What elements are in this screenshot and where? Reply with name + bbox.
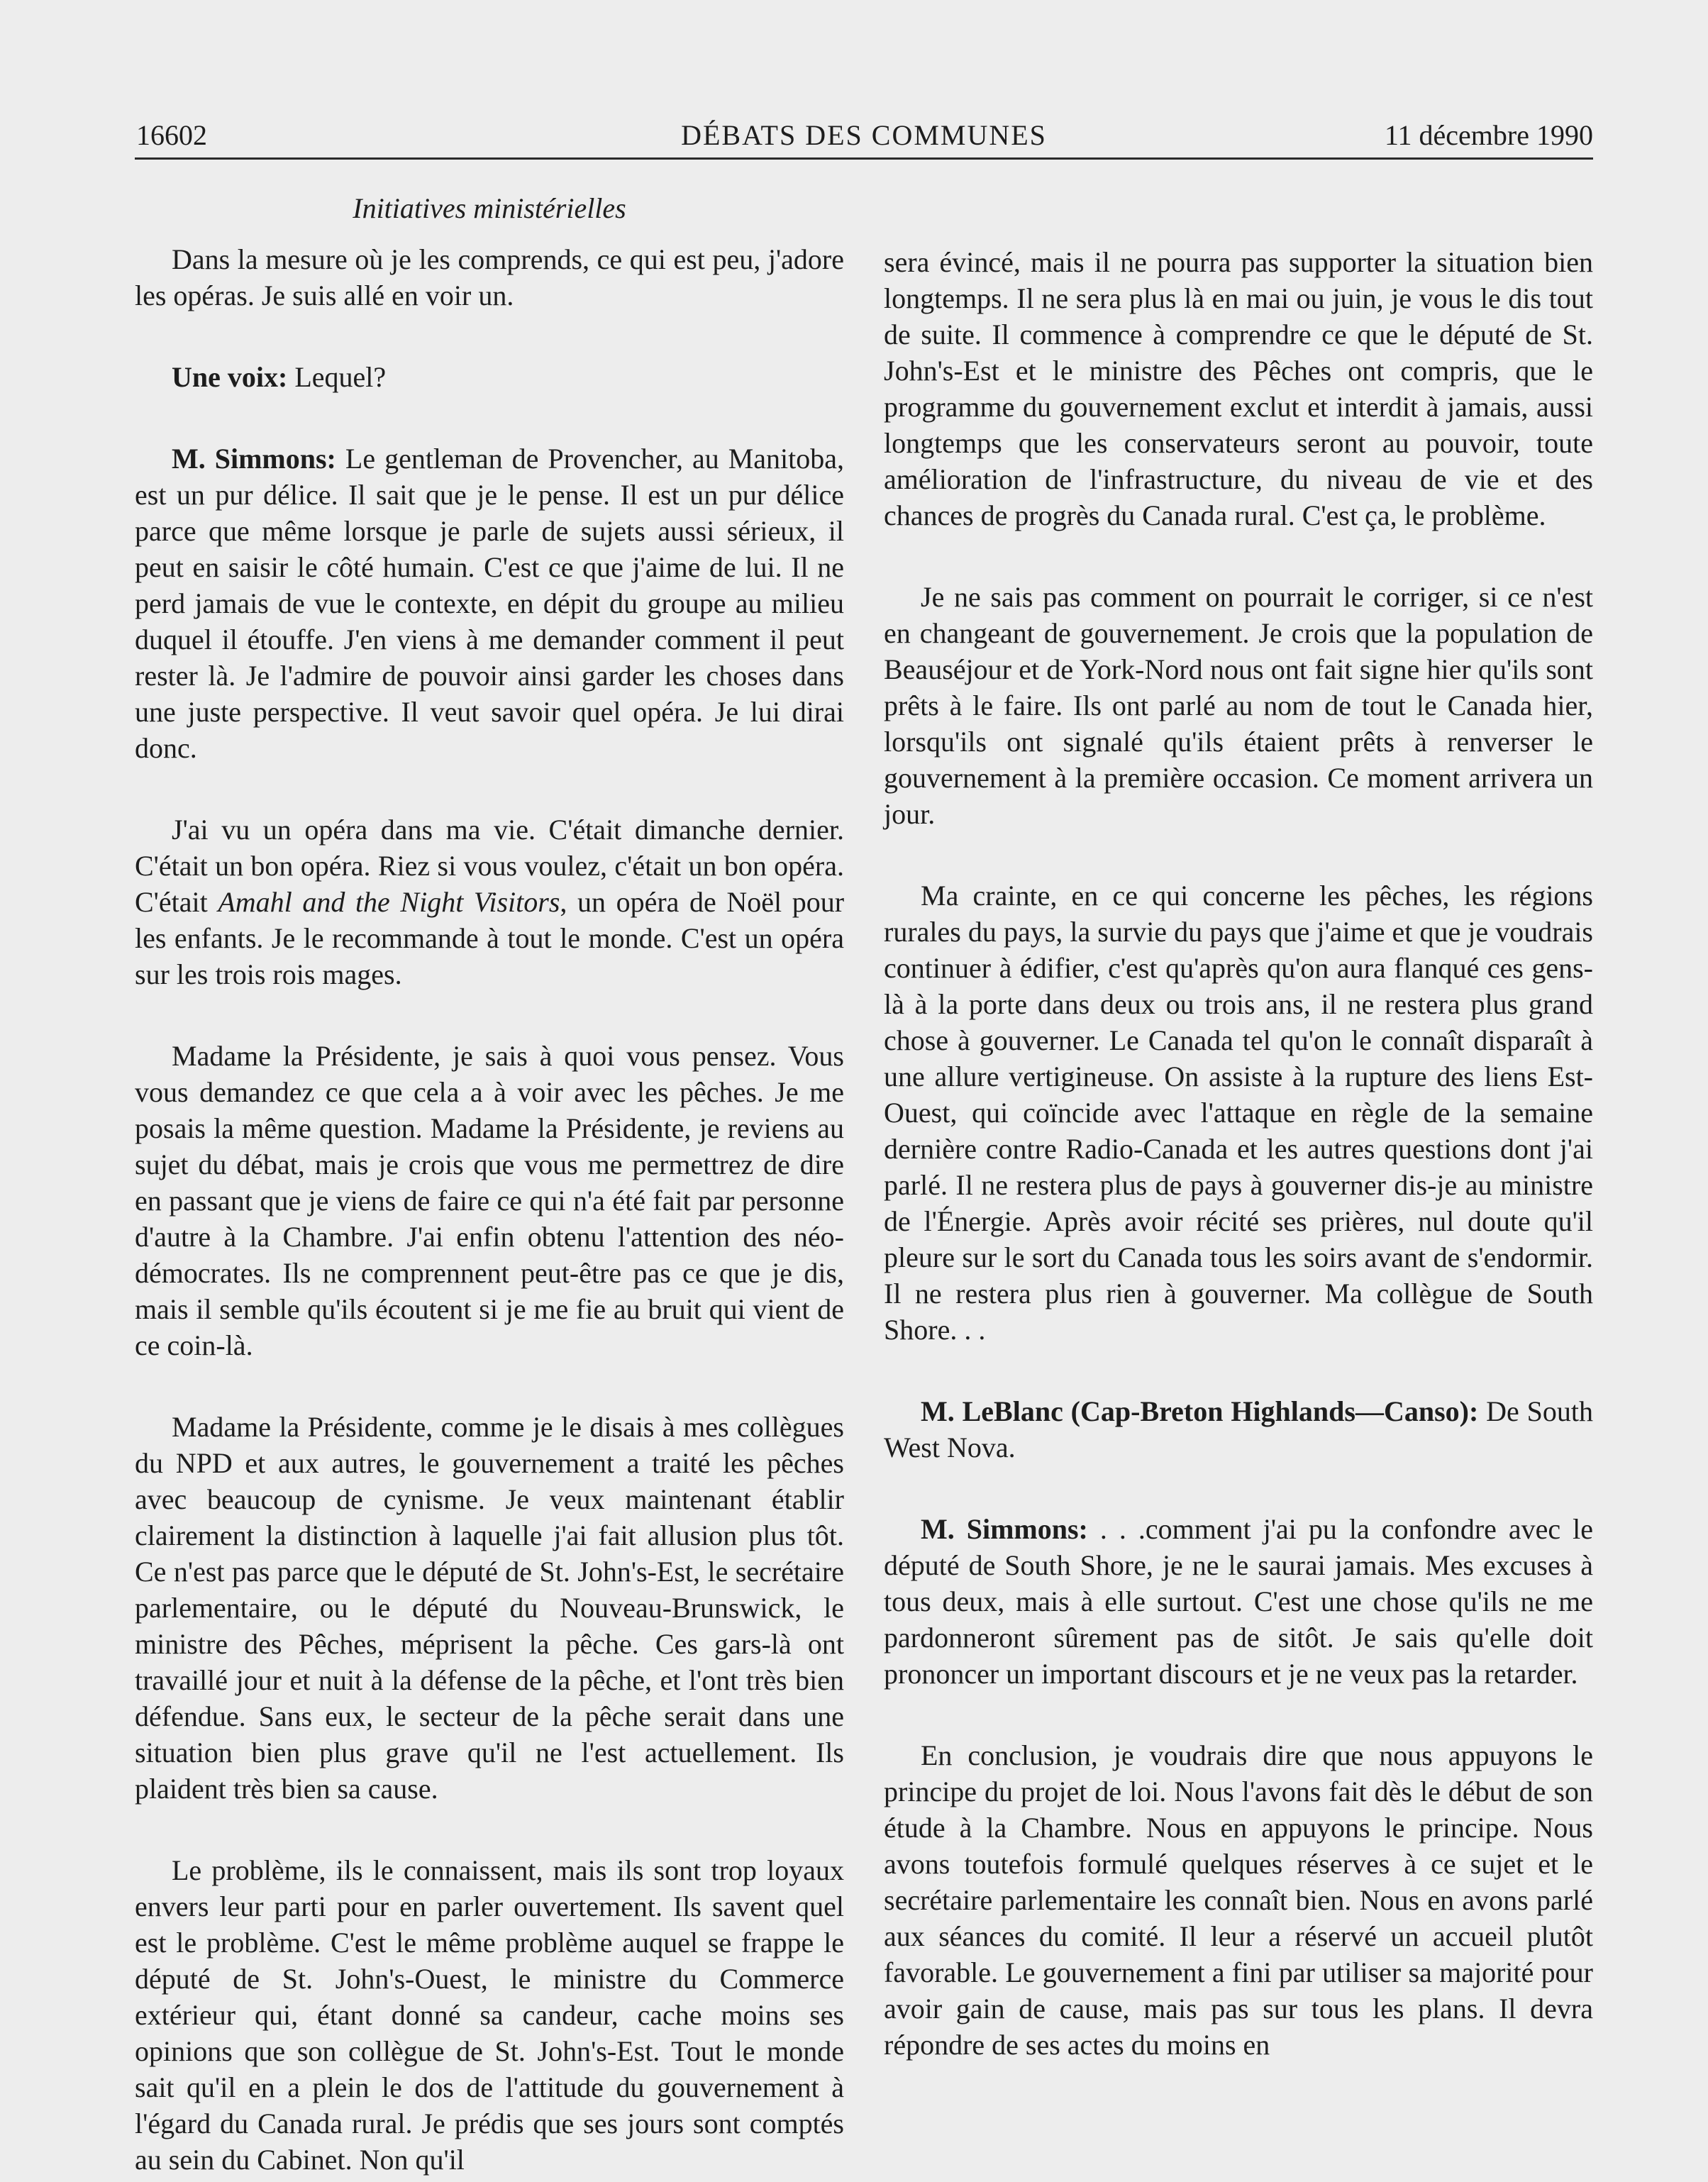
text-run: J'ai vu un opéra dans ma vie. C'était dimanche dernier. C'était un bon opéra. Riez si vous voulez, c'était un bon opéra. C'était bbox=[135, 814, 844, 918]
speech-text: . . .comment j'ai pu la confondre avec le député de South Shore, je ne le saurai jamais. Mes excuses à tous deux, mais à elle surtout. C'est une chose qu'ils ne me pardonneront sûrement pas de sitôt. Je sais qu'elle doit prononcer un important discours et je ne veux pas la retarder. bbox=[884, 1513, 1593, 1690]
speech-paragraph bbox=[135, 441, 844, 766]
speaker-name: Une voix: bbox=[172, 361, 288, 393]
text-run: , un opéra de Noël pour les enfants. Je le recommande à tout le monde. C'est un opéra sur les trois rois mages. bbox=[135, 886, 845, 990]
paragraph-continued: sera évincé, mais il ne pourra pas supporter la situation bien longtemps. Il ne sera plus là en mai ou juin, je vous le dis tout de suite. Il commence à comprendre ce que le député de St. John's-Est et le ministre des Pêches ont compris, que le programme du gouvernement exclut et interdit à jamais, aussi longtemps que les conservateurs seront au pouvoir, toute amélioration de l'infrastructure, du niveau de vie et des chances de progrès du Canada rural. C'est ça, le problème. bbox=[884, 246, 1593, 531]
speech-text: De South West Nova. bbox=[884, 1395, 1593, 1463]
issue-date: 11 décembre 1990 bbox=[1385, 119, 1593, 151]
section-label: Initiatives ministérielles bbox=[353, 192, 626, 224]
speech-paragraph bbox=[135, 359, 844, 395]
paragraph bbox=[135, 812, 844, 992]
page-header bbox=[135, 113, 1593, 160]
left-column bbox=[135, 241, 844, 2178]
speaker-name: M. Simmons: bbox=[172, 443, 336, 475]
speech-paragraph bbox=[884, 1511, 1593, 1692]
paragraph: En conclusion, je voudrais dire que nous appuyons le principe du projet de loi. Nous l'avons fait dès le début de son étude à la Chambre. Nous en appuyons le principe. Nous avons toutefois formulé quelques réserves à ce sujet et le secrétaire parlementaire les connaît bien. Nous en avons parlé aux séances du comité. Il leur a réservé un accueil plutôt favorable. Le gouvernement a fini par utiliser sa majorité pour avoir gain de cause, mais pas sur tous les plans. Il devra répondre de ses actes du moins en bbox=[884, 1739, 1593, 2061]
journal-title: DÉBATS DES COMMUNES bbox=[681, 119, 1047, 151]
paragraph: Je ne sais pas comment on pourrait le corriger, si ce n'est en changeant de gouvernement. Je crois que la population de Beauséjour et de York-Nord nous ont fait signe hier qu'ils sont prêts à le faire. Ils ont parlé au nom de tout le Canada hier, lorsqu'ils ont signalé qu'ils étaient prêts à renverser le gouvernement à la première occasion. Ce moment arrivera un jour. bbox=[884, 581, 1593, 830]
paragraph: Madame la Présidente, je sais à quoi vous pensez. Vous vous demandez ce que cela a à voir avec les pêches. Je me posais la même question. Madame la Présidente, je reviens au sujet du débat, mais je crois que vous me permettrez de dire en passant que je viens de faire ce qui n'a été fait par personne d'autre à la Chambre. J'ai enfin obtenu l'attention des néo-démocrates. Ils ne comprennent peut-être pas ce que je dis, mais il semble qu'ils écoutent si je me fie au bruit qui vient de ce coin-là. bbox=[135, 1040, 844, 1361]
speech-text: Le gentleman de Provencher, au Manitoba, est un pur délice. Il sait que je le pense. Il est un pur délice parce que même lorsque je parle de sujets aussi sérieux, il peut en saisir le côté humain. C'est ce que j'aime de lui. Il ne perd jamais de vue le contexte, en dépit du groupe au milieu duquel il étouffe. J'en viens à me demander comment il peut rester là. Je l'admire de pouvoir ainsi garder les choses dans une juste perspective. Il veut savoir quel opéra. Je lui dirai donc. bbox=[135, 443, 844, 764]
paragraph: Madame la Présidente, comme je le disais à mes collègues du NPD et aux autres, le gouvernement a traité les pêches avec beaucoup de cynisme. Je veux maintenant établir clairement la distinction à laquelle j'ai fait allusion plus tôt. Ce n'est pas parce que le député de St. John's-Est, le secrétaire parlementaire, ou le député du Nouveau-Brunswick, le ministre des Pêches, méprisent la pêche. Ces gars-là ont travaillé jour et nuit à la défense de la pêche, et l'ont très bien défendue. Sans eux, le secteur de la pêche serait dans une situation bien plus grave qu'il ne l'est actuellement. Ils plaident très bien sa cause. bbox=[135, 1411, 844, 1805]
paragraph: Dans la mesure où je les comprends, ce qui est peu, j'adore les opéras. Je suis allé en voir un. bbox=[135, 243, 844, 311]
speaker-name: M. Simmons: bbox=[921, 1513, 1088, 1545]
paragraph: Le problème, ils le connaissent, mais ils sont trop loyaux envers leur parti pour en parler ouvertement. Ils savent quel est le problème. C'est le même problème auquel se frappe le député de St. John's-Ouest, le ministre du Commerce extérieur qui, étant donné sa candeur, cache moins ses opinions que son collègue de St. John's-Est. Tout le monde sait qu'il en a plein le dos de l'attitude du gouvernement à l'égard du Canada rural. Je prédis que ses jours sont comptés au sein du Cabinet. Non qu'il bbox=[135, 1854, 844, 2176]
page-number: 16602 bbox=[136, 119, 207, 151]
speaker-name: M. LeBlanc (Cap-Breton Highlands—Canso): bbox=[921, 1395, 1479, 1427]
speech-paragraph bbox=[884, 1393, 1593, 1466]
speech-text: Lequel? bbox=[287, 361, 387, 393]
paragraph: Ma crainte, en ce qui concerne les pêches, les régions rurales du pays, la survie du pays que j'aime et que je voudrais continuer à édifier, c'est qu'après qu'on aura flanqué ces gens-là à la porte dans deux ou trois ans, il ne restera plus grand chose à gouverner. Le Canada tel qu'on le connaît disparaît à une allure vertigineuse. On assiste à la rupture des liens Est-Ouest, qui coïncide avec l'attaque en règle de la semaine dernière contre Radio-Canada et les autres questions dont j'ai parlé. Il ne restera plus de pays à gouverner dis-je au ministre de l'Énergie. Après avoir récité ses prières, nul doute qu'il pleure sur le sort du Canada tous les soirs avant de s'endormir. Il ne restera plus rien à gouverner. Ma collègue de South Shore. . . bbox=[884, 880, 1593, 1346]
right-column bbox=[884, 244, 1593, 2063]
opera-title: Amahl and the Night Visitors bbox=[218, 886, 560, 918]
